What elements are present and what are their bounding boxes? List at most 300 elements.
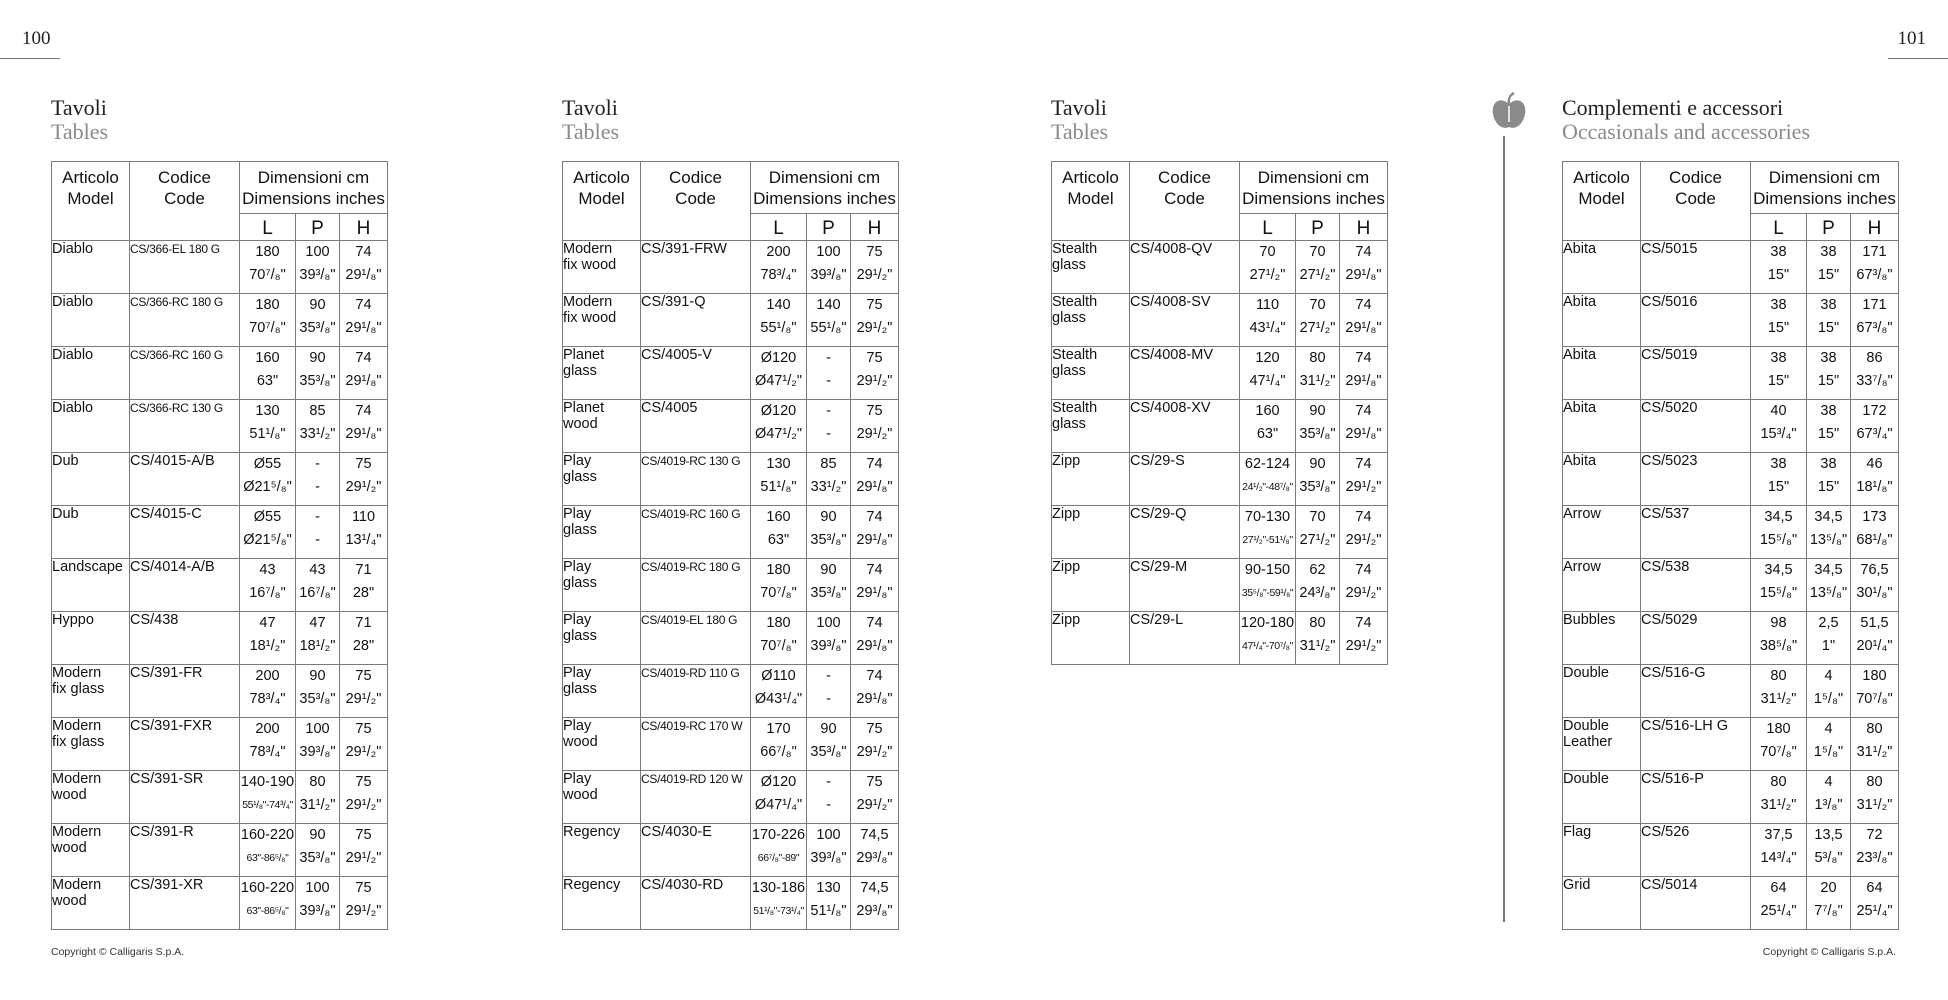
value-cm: 160-220 xyxy=(240,880,295,896)
cell-p xyxy=(807,506,851,559)
spec-table xyxy=(562,161,899,930)
header-p: P xyxy=(1296,214,1340,241)
header-article-en: Model xyxy=(1067,189,1114,208)
value-cm: 70 xyxy=(1309,509,1326,525)
value-cm: 75 xyxy=(866,244,883,260)
value-inches: 7⁷/₈" xyxy=(1814,903,1843,919)
value-inches: 63"-86⁵/₈" xyxy=(246,852,289,864)
value-cm: 80 xyxy=(1770,774,1787,790)
value-inches: 29¹/₂" xyxy=(345,691,382,707)
cell-p xyxy=(296,665,340,718)
value-cm: - xyxy=(315,456,320,472)
table-row xyxy=(52,771,388,824)
table-row xyxy=(1052,400,1388,453)
value-inches: Ø21⁵/₈" xyxy=(243,532,292,548)
value-inches: 27¹/₂" xyxy=(1299,532,1336,548)
value-inches: 35³/₈" xyxy=(1299,479,1336,495)
table-row xyxy=(52,718,388,771)
cell-h xyxy=(1340,612,1388,665)
value-inches: 15" xyxy=(1767,479,1790,495)
cell-p xyxy=(1807,718,1851,771)
cell-p xyxy=(1296,453,1340,506)
cell-p xyxy=(296,347,340,400)
table-row xyxy=(563,612,899,665)
value-cm: 90 xyxy=(309,297,326,313)
table-row xyxy=(1052,294,1388,347)
value-cm: 70 xyxy=(1309,244,1326,260)
value-cm: 74 xyxy=(866,668,883,684)
cell-article: Dub xyxy=(52,453,130,506)
cell-p xyxy=(807,241,851,294)
value-cm: 80 xyxy=(1309,615,1326,631)
value-cm: 38 xyxy=(1820,403,1837,419)
cell-h xyxy=(851,241,899,294)
value-inches: 29¹/₂" xyxy=(1345,585,1382,601)
header-p: P xyxy=(296,214,340,241)
header-dims-cm: Dimensioni cm xyxy=(768,168,881,187)
value-inches: 29¹/₈" xyxy=(1345,426,1382,442)
value-cm: 85 xyxy=(309,403,326,419)
cell-article: Hyppo xyxy=(52,612,130,665)
value-cm: 180 xyxy=(1862,668,1887,684)
cell-article: Zipp xyxy=(1052,559,1130,612)
value-inches: 51¹/₈" xyxy=(760,479,797,495)
header-h: H xyxy=(1851,214,1899,241)
value-cm: 100 xyxy=(816,827,841,843)
value-inches: 55¹/₈"-74³/₄" xyxy=(242,799,293,811)
value-cm: - xyxy=(826,668,831,684)
section-tables-3 xyxy=(1051,96,1388,665)
value-inches: 31¹/₂" xyxy=(1760,797,1797,813)
cell-code: CS/5015 xyxy=(1641,241,1751,294)
value-cm: 180 xyxy=(255,244,280,260)
value-cm: 100 xyxy=(305,721,330,737)
cell-l xyxy=(751,612,807,665)
table-row xyxy=(52,453,388,506)
value-inches: Ø47¹/₄" xyxy=(754,797,803,813)
table-row xyxy=(563,877,899,930)
cell-p xyxy=(807,771,851,824)
cell-article: Diablo xyxy=(52,347,130,400)
cell-p xyxy=(1807,294,1851,347)
cell-p xyxy=(296,294,340,347)
cell-article: Modern fix wood xyxy=(563,241,641,294)
cell-code: CS/5029 xyxy=(1641,612,1751,665)
value-cm: 38 xyxy=(1820,350,1837,366)
value-inches: 1³/₈" xyxy=(1814,797,1843,813)
value-cm: Ø55 xyxy=(253,509,282,525)
cell-p xyxy=(296,506,340,559)
cell-l xyxy=(1240,559,1296,612)
value-cm: 64 xyxy=(1866,880,1883,896)
cell-h xyxy=(1340,400,1388,453)
value-inches: 55¹/₈" xyxy=(760,320,797,336)
cell-article: Stealth glass xyxy=(1052,400,1130,453)
table-row xyxy=(563,347,899,400)
cell-article: Play glass xyxy=(563,559,641,612)
value-cm: 75 xyxy=(866,350,883,366)
table-row xyxy=(1563,665,1899,718)
value-inches: 16⁷/₈" xyxy=(299,585,336,601)
cell-l xyxy=(751,506,807,559)
value-cm: 75 xyxy=(355,774,372,790)
value-inches: 78³/₄" xyxy=(760,267,797,283)
cell-p xyxy=(1807,771,1851,824)
value-inches: 66⁷/₈" xyxy=(760,744,797,760)
value-cm: 180 xyxy=(255,297,280,313)
cell-code: CS/5019 xyxy=(1641,347,1751,400)
value-cm: 90 xyxy=(820,509,837,525)
value-cm: 90 xyxy=(309,350,326,366)
cell-l xyxy=(240,771,296,824)
value-cm: 140 xyxy=(816,297,841,313)
cell-h xyxy=(340,612,388,665)
cell-p xyxy=(807,877,851,930)
cell-h xyxy=(851,877,899,930)
cell-p xyxy=(1807,665,1851,718)
header-code-en: Code xyxy=(164,189,205,208)
cell-code: CS/537 xyxy=(1641,506,1751,559)
value-inches: 29¹/₈" xyxy=(1345,267,1382,283)
header-dimensions xyxy=(1751,162,1899,214)
value-cm: 100 xyxy=(305,244,330,260)
value-inches: 63" xyxy=(767,532,790,548)
cell-code: CS/391-XR xyxy=(130,877,240,930)
value-cm: 160 xyxy=(255,350,280,366)
value-inches: Ø43¹/₄" xyxy=(754,691,803,707)
value-inches: 31¹/₂" xyxy=(1856,744,1893,760)
value-inches: 29¹/₈" xyxy=(856,691,893,707)
value-cm: Ø120 xyxy=(760,774,797,790)
header-dims-cm: Dimensioni cm xyxy=(1768,168,1881,187)
value-inches: 39³/₈" xyxy=(299,903,336,919)
value-cm: 74 xyxy=(1355,509,1372,525)
value-inches: 31¹/₂" xyxy=(1760,691,1797,707)
value-inches: 27¹/₂"-51¹/₈" xyxy=(1242,534,1293,546)
cell-article: Abita xyxy=(1563,400,1641,453)
cell-h xyxy=(340,771,388,824)
cell-h xyxy=(1851,718,1899,771)
cell-article: Arrow xyxy=(1563,559,1641,612)
value-inches: 29¹/₂" xyxy=(856,426,893,442)
cell-h xyxy=(851,665,899,718)
cell-p xyxy=(1296,241,1340,294)
value-cm: 90 xyxy=(309,668,326,684)
cell-l xyxy=(240,665,296,718)
value-inches: 27¹/₂" xyxy=(1249,267,1286,283)
value-inches: 70⁷/₈" xyxy=(249,320,286,336)
value-inches: 35³/₈" xyxy=(810,585,847,601)
cell-article: Modern fix glass xyxy=(52,718,130,771)
value-cm: 74 xyxy=(866,456,883,472)
value-inches: 15" xyxy=(1817,267,1840,283)
value-cm: 74 xyxy=(866,615,883,631)
cell-l xyxy=(1751,241,1807,294)
value-cm: 74 xyxy=(1355,297,1372,313)
value-cm: 120 xyxy=(1255,350,1280,366)
section-subtitle: Tables xyxy=(562,119,620,144)
cell-l xyxy=(240,400,296,453)
cell-l xyxy=(1240,612,1296,665)
cell-article: Arrow xyxy=(1563,506,1641,559)
header-article-it: Articolo xyxy=(62,168,119,187)
value-cm: 80 xyxy=(1770,668,1787,684)
cell-code: CS/516-LH G xyxy=(1641,718,1751,771)
value-cm: 100 xyxy=(816,615,841,631)
value-inches: Ø47¹/₂" xyxy=(754,373,803,389)
cell-article: Abita xyxy=(1563,294,1641,347)
value-inches: - xyxy=(315,479,320,495)
value-inches: 47¹/₄"-70⁷/₈" xyxy=(1242,640,1293,652)
value-inches: 33¹/₂" xyxy=(810,479,847,495)
table-row xyxy=(52,612,388,665)
cell-p xyxy=(296,877,340,930)
header-row xyxy=(52,162,388,214)
cell-code: CS/4008-QV xyxy=(1130,241,1240,294)
header-article-en: Model xyxy=(578,189,625,208)
value-inches: 18¹/₂" xyxy=(249,638,286,654)
value-cm: 110 xyxy=(351,509,376,525)
value-inches: 31¹/₂" xyxy=(1299,638,1336,654)
table-row xyxy=(563,453,899,506)
value-inches: 15" xyxy=(1767,267,1790,283)
header-code xyxy=(130,162,240,241)
cell-h xyxy=(1851,347,1899,400)
cell-code: CS/4008-SV xyxy=(1130,294,1240,347)
cell-code: CS/538 xyxy=(1641,559,1751,612)
cell-code: CS/438 xyxy=(130,612,240,665)
header-dimensions xyxy=(1240,162,1388,214)
cell-h xyxy=(340,347,388,400)
value-cm: 90 xyxy=(1309,403,1326,419)
cell-h xyxy=(1851,824,1899,877)
cell-h xyxy=(1340,559,1388,612)
value-cm: 160-220 xyxy=(240,827,295,843)
value-inches: Ø21⁵/₈" xyxy=(243,479,292,495)
cell-l xyxy=(1751,877,1807,930)
section-subtitle: Tables xyxy=(1051,119,1109,144)
cell-p xyxy=(807,665,851,718)
cell-p xyxy=(1807,453,1851,506)
value-cm: - xyxy=(826,403,831,419)
value-inches: 35³/₈" xyxy=(299,320,336,336)
value-cm: 90 xyxy=(820,721,837,737)
cell-article: Double xyxy=(1563,665,1641,718)
cell-p xyxy=(807,559,851,612)
value-inches: 1⁵/₈" xyxy=(1813,744,1844,760)
value-cm: 74 xyxy=(866,562,883,578)
cell-code: CS/366-RC 130 G xyxy=(130,400,240,453)
value-inches: 15³/₄" xyxy=(1760,426,1797,442)
cell-p xyxy=(296,771,340,824)
cell-article: Planet wood xyxy=(563,400,641,453)
value-cm: 76,5 xyxy=(1860,562,1889,578)
table-row xyxy=(52,347,388,400)
cell-l xyxy=(751,665,807,718)
cell-article: Regency xyxy=(563,824,641,877)
cell-p xyxy=(807,294,851,347)
cell-code: CS/4015-A/B xyxy=(130,453,240,506)
table-row xyxy=(1563,718,1899,771)
header-l: L xyxy=(1240,214,1296,241)
section-title: Tavoli xyxy=(1051,95,1107,120)
value-inches: 29¹/₂" xyxy=(345,744,382,760)
value-cm: 130-186 xyxy=(751,880,806,896)
header-row xyxy=(563,162,899,214)
header-l: L xyxy=(1751,214,1807,241)
value-cm: 130 xyxy=(816,880,841,896)
table-row xyxy=(52,506,388,559)
cell-p xyxy=(296,559,340,612)
cell-h xyxy=(340,453,388,506)
cell-h xyxy=(1340,453,1388,506)
value-cm: 47 xyxy=(309,615,326,631)
cell-h xyxy=(1851,453,1899,506)
value-cm: 100 xyxy=(816,244,841,260)
value-inches: 67³/₄" xyxy=(1856,426,1893,442)
cell-code: CS/391-SR xyxy=(130,771,240,824)
value-inches: 15⁵/₈" xyxy=(1759,585,1798,601)
cell-article: Planet glass xyxy=(563,347,641,400)
value-cm: 200 xyxy=(766,244,791,260)
cell-article: Modern wood xyxy=(52,771,130,824)
header-dimensions xyxy=(240,162,388,214)
value-cm: 71 xyxy=(355,562,372,578)
value-cm: 38 xyxy=(1770,350,1787,366)
header-dims-cm: Dimensioni cm xyxy=(257,168,370,187)
value-inches: 15⁵/₈" xyxy=(1759,532,1798,548)
value-cm: 74,5 xyxy=(860,827,889,843)
cell-code: CS/366-EL 180 G xyxy=(130,241,240,294)
value-inches: 29¹/₂" xyxy=(345,797,382,813)
cell-article: Zipp xyxy=(1052,506,1130,559)
value-inches: 70⁷/₈" xyxy=(1856,691,1893,707)
value-cm: 74,5 xyxy=(860,880,889,896)
value-inches: 70⁷/₈" xyxy=(760,585,797,601)
page-number-right: 101 xyxy=(1897,28,1926,49)
table-row xyxy=(563,400,899,453)
cell-p xyxy=(296,718,340,771)
cell-article: Flag xyxy=(1563,824,1641,877)
cell-l xyxy=(1751,506,1807,559)
cell-code: CS/4019-EL 180 G xyxy=(641,612,751,665)
cell-p xyxy=(1296,559,1340,612)
table-row xyxy=(563,241,899,294)
value-inches: 24¹/₂"-48⁷/₈" xyxy=(1242,481,1293,493)
value-cm: 34,5 xyxy=(1764,562,1793,578)
value-inches: 13⁵/₈" xyxy=(1809,585,1848,601)
cell-h xyxy=(851,506,899,559)
table-row xyxy=(1563,771,1899,824)
cell-p xyxy=(1807,400,1851,453)
value-cm: 75 xyxy=(355,456,372,472)
cell-p xyxy=(1807,506,1851,559)
cell-h xyxy=(851,453,899,506)
cell-l xyxy=(1751,718,1807,771)
cell-p xyxy=(1296,294,1340,347)
cell-l xyxy=(1240,453,1296,506)
value-inches: 29¹/₈" xyxy=(345,267,382,283)
value-inches: 15" xyxy=(1817,479,1840,495)
cell-h xyxy=(851,559,899,612)
value-cm: 75 xyxy=(355,668,372,684)
value-cm: 72 xyxy=(1866,827,1883,843)
value-cm: Ø120 xyxy=(760,403,797,419)
value-inches: Ø47¹/₂" xyxy=(754,426,803,442)
cell-l xyxy=(751,294,807,347)
cell-article: Diablo xyxy=(52,400,130,453)
cell-article: Stealth glass xyxy=(1052,347,1130,400)
cell-h xyxy=(340,718,388,771)
cell-article: Zipp xyxy=(1052,612,1130,665)
table-row xyxy=(52,400,388,453)
value-cm: Ø110 xyxy=(761,668,796,684)
header-article-it: Articolo xyxy=(1573,168,1630,187)
value-inches: 63"-86⁵/₈" xyxy=(246,905,289,917)
table-row xyxy=(1563,506,1899,559)
value-cm: 180 xyxy=(766,615,791,631)
value-inches: 33¹/₂" xyxy=(299,426,336,442)
value-inches: 29¹/₂" xyxy=(345,903,382,919)
value-inches: 29¹/₈" xyxy=(345,373,382,389)
table-row xyxy=(563,718,899,771)
value-inches: 66⁷/₈"-89" xyxy=(757,852,800,864)
header-code-en: Code xyxy=(1164,189,1205,208)
value-inches: 13⁵/₈" xyxy=(1809,532,1848,548)
cell-p xyxy=(1807,347,1851,400)
value-inches: 13¹/₄" xyxy=(345,532,382,548)
table-row xyxy=(1563,294,1899,347)
cell-l xyxy=(1751,400,1807,453)
value-inches: 70⁷/₈" xyxy=(760,638,797,654)
cell-article: Landscape xyxy=(52,559,130,612)
value-inches: 29¹/₂" xyxy=(1345,479,1382,495)
cell-article: Zipp xyxy=(1052,453,1130,506)
value-cm: 47 xyxy=(259,615,276,631)
value-inches: 39³/₈" xyxy=(299,744,336,760)
value-cm: 38 xyxy=(1820,297,1837,313)
value-cm: 38 xyxy=(1770,456,1787,472)
table-row xyxy=(1052,612,1388,665)
cell-h xyxy=(1851,877,1899,930)
value-cm: 34,5 xyxy=(1814,562,1843,578)
value-cm: 75 xyxy=(355,880,372,896)
cell-h xyxy=(1851,400,1899,453)
value-inches: 68¹/₈" xyxy=(1856,532,1893,548)
value-inches: 70⁷/₈" xyxy=(1760,744,1797,760)
value-cm: 98 xyxy=(1770,615,1787,631)
table-row xyxy=(563,771,899,824)
cell-code: CS/4030-RD xyxy=(641,877,751,930)
table-row xyxy=(563,665,899,718)
table-row xyxy=(563,506,899,559)
table-row xyxy=(563,559,899,612)
cell-l xyxy=(751,347,807,400)
value-cm: Ø120 xyxy=(760,350,797,366)
header-article xyxy=(563,162,641,241)
value-inches: 27¹/₂" xyxy=(1299,267,1336,283)
cell-l xyxy=(1751,347,1807,400)
cell-code: CS/4008-MV xyxy=(1130,347,1240,400)
value-inches: 29¹/₈" xyxy=(1345,373,1382,389)
cell-l xyxy=(1751,824,1807,877)
cell-code: CS/5020 xyxy=(1641,400,1751,453)
value-inches: 39³/₈" xyxy=(299,267,336,283)
value-cm: 75 xyxy=(866,774,883,790)
cell-article: Regency xyxy=(563,877,641,930)
header-article xyxy=(1052,162,1130,241)
cell-h xyxy=(1851,612,1899,665)
